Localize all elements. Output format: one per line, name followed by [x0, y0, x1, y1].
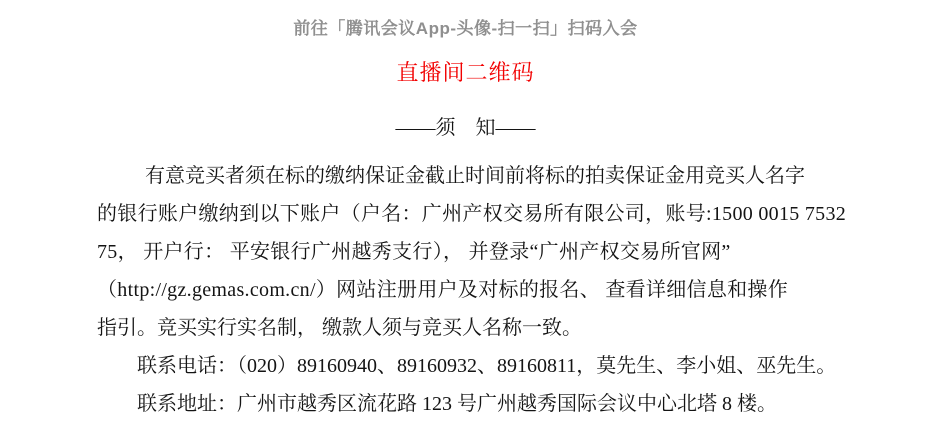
notice-line-3: 75， 开户行： 平安银行广州越秀支行）， 并登录“广州产权交易所官网”	[97, 241, 731, 263]
notice-line-2: 的银行账户缴纳到以下账户（户名：广州产权交易所有限公司，账号:1500 0015 7532	[97, 203, 847, 225]
contact-address-line: 联系地址：广州市越秀区流花路 123 号广州越秀国际会议中心北塔 8 楼。	[137, 393, 777, 415]
live-room-qr-title: 直播间二维码	[396, 60, 535, 85]
contact-phone-line: 联系电话：（020）89160940、89160932、89160811，莫先生、李小姐、巫先生。	[137, 355, 837, 377]
notice-heading: ——须 知——	[395, 117, 536, 139]
notice-line-5: 指引。竞买实行实名制， 缴款人须与竞买人名称一致。	[97, 317, 582, 339]
notice-line-4: （http://gz.gemas.com.cn/）网站注册用户及对标的报名、 查看详细信息和操作	[97, 279, 789, 301]
meeting-join-instruction: 前往「腾讯会议App-头像-扫一扫」扫码入会	[293, 19, 638, 38]
notice-body	[97, 157, 847, 423]
notice-line-1: 有意竞买者须在标的缴纳保证金截止时间前将标的拍卖保证金用竞买人名字	[145, 165, 805, 187]
